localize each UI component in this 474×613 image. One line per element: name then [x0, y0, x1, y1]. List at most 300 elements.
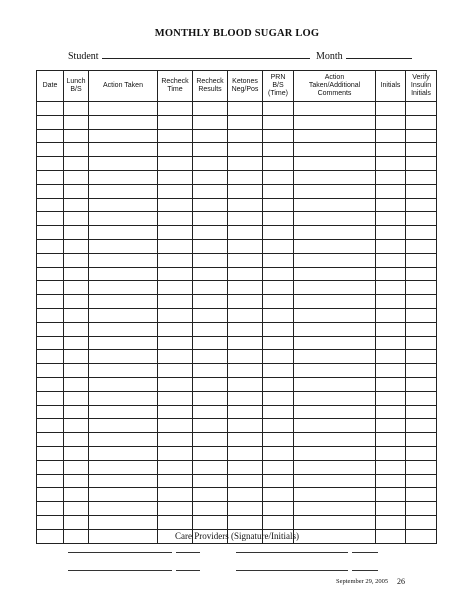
log-cell[interactable]: [294, 474, 376, 488]
log-cell[interactable]: [263, 143, 294, 157]
log-cell[interactable]: [376, 184, 406, 198]
log-cell[interactable]: [89, 212, 158, 226]
log-cell[interactable]: [294, 129, 376, 143]
log-cell[interactable]: [89, 281, 158, 295]
log-cell[interactable]: [193, 198, 228, 212]
log-cell[interactable]: [193, 267, 228, 281]
log-cell[interactable]: [37, 226, 64, 240]
log-cell[interactable]: [376, 502, 406, 516]
log-cell[interactable]: [294, 515, 376, 529]
log-cell[interactable]: [228, 419, 263, 433]
log-cell[interactable]: [406, 212, 437, 226]
log-cell[interactable]: [158, 419, 193, 433]
log-cell[interactable]: [158, 157, 193, 171]
signature-line[interactable]: [236, 552, 348, 553]
log-cell[interactable]: [89, 336, 158, 350]
log-cell[interactable]: [89, 391, 158, 405]
log-cell[interactable]: [64, 157, 89, 171]
log-cell[interactable]: [158, 433, 193, 447]
log-cell[interactable]: [158, 377, 193, 391]
log-cell[interactable]: [263, 502, 294, 516]
log-cell[interactable]: [406, 239, 437, 253]
log-cell[interactable]: [228, 308, 263, 322]
log-cell[interactable]: [158, 488, 193, 502]
initials-line[interactable]: [176, 570, 200, 571]
log-cell[interactable]: [294, 212, 376, 226]
log-cell[interactable]: [158, 239, 193, 253]
log-cell[interactable]: [406, 295, 437, 309]
log-cell[interactable]: [37, 502, 64, 516]
log-cell[interactable]: [37, 295, 64, 309]
log-cell[interactable]: [64, 226, 89, 240]
log-cell[interactable]: [294, 115, 376, 129]
log-cell[interactable]: [37, 474, 64, 488]
log-cell[interactable]: [228, 364, 263, 378]
log-cell[interactable]: [89, 143, 158, 157]
log-cell[interactable]: [193, 308, 228, 322]
log-cell[interactable]: [263, 488, 294, 502]
log-cell[interactable]: [89, 474, 158, 488]
log-cell[interactable]: [263, 446, 294, 460]
log-cell[interactable]: [193, 419, 228, 433]
log-cell[interactable]: [64, 391, 89, 405]
log-cell[interactable]: [158, 198, 193, 212]
log-cell[interactable]: [37, 102, 64, 116]
log-cell[interactable]: [228, 488, 263, 502]
log-cell[interactable]: [37, 322, 64, 336]
log-cell[interactable]: [294, 460, 376, 474]
log-cell[interactable]: [406, 391, 437, 405]
log-cell[interactable]: [64, 364, 89, 378]
log-cell[interactable]: [294, 295, 376, 309]
log-cell[interactable]: [158, 350, 193, 364]
log-cell[interactable]: [263, 364, 294, 378]
log-cell[interactable]: [294, 102, 376, 116]
log-cell[interactable]: [294, 336, 376, 350]
log-cell[interactable]: [406, 267, 437, 281]
log-cell[interactable]: [263, 281, 294, 295]
log-cell[interactable]: [294, 143, 376, 157]
log-cell[interactable]: [294, 419, 376, 433]
log-cell[interactable]: [406, 474, 437, 488]
log-cell[interactable]: [294, 239, 376, 253]
log-cell[interactable]: [263, 474, 294, 488]
log-cell[interactable]: [37, 433, 64, 447]
log-cell[interactable]: [37, 157, 64, 171]
log-cell[interactable]: [37, 364, 64, 378]
log-cell[interactable]: [158, 336, 193, 350]
log-cell[interactable]: [228, 198, 263, 212]
log-cell[interactable]: [228, 502, 263, 516]
log-cell[interactable]: [406, 308, 437, 322]
log-cell[interactable]: [228, 143, 263, 157]
log-cell[interactable]: [158, 102, 193, 116]
log-cell[interactable]: [158, 391, 193, 405]
log-cell[interactable]: [64, 170, 89, 184]
log-cell[interactable]: [37, 170, 64, 184]
log-cell[interactable]: [64, 143, 89, 157]
log-cell[interactable]: [263, 102, 294, 116]
log-cell[interactable]: [64, 322, 89, 336]
log-cell[interactable]: [193, 502, 228, 516]
log-cell[interactable]: [193, 515, 228, 529]
log-cell[interactable]: [158, 474, 193, 488]
log-cell[interactable]: [263, 460, 294, 474]
log-cell[interactable]: [406, 364, 437, 378]
log-cell[interactable]: [294, 184, 376, 198]
log-cell[interactable]: [64, 446, 89, 460]
log-cell[interactable]: [406, 336, 437, 350]
log-cell[interactable]: [263, 515, 294, 529]
log-cell[interactable]: [37, 446, 64, 460]
log-cell[interactable]: [376, 336, 406, 350]
log-cell[interactable]: [376, 350, 406, 364]
log-cell[interactable]: [37, 184, 64, 198]
log-cell[interactable]: [406, 184, 437, 198]
log-cell[interactable]: [228, 391, 263, 405]
log-cell[interactable]: [89, 350, 158, 364]
log-cell[interactable]: [89, 102, 158, 116]
log-cell[interactable]: [89, 488, 158, 502]
log-cell[interactable]: [263, 226, 294, 240]
log-cell[interactable]: [376, 364, 406, 378]
log-cell[interactable]: [89, 115, 158, 129]
signature-line[interactable]: [236, 570, 348, 571]
log-cell[interactable]: [228, 157, 263, 171]
log-cell[interactable]: [376, 115, 406, 129]
log-cell[interactable]: [228, 115, 263, 129]
log-cell[interactable]: [158, 322, 193, 336]
log-cell[interactable]: [64, 460, 89, 474]
log-cell[interactable]: [158, 460, 193, 474]
log-cell[interactable]: [89, 295, 158, 309]
log-cell[interactable]: [37, 488, 64, 502]
log-cell[interactable]: [37, 377, 64, 391]
initials-line[interactable]: [352, 552, 378, 553]
log-cell[interactable]: [37, 212, 64, 226]
log-cell[interactable]: [193, 226, 228, 240]
log-cell[interactable]: [294, 198, 376, 212]
log-cell[interactable]: [158, 143, 193, 157]
log-cell[interactable]: [228, 226, 263, 240]
log-cell[interactable]: [228, 405, 263, 419]
log-cell[interactable]: [228, 239, 263, 253]
log-cell[interactable]: [294, 253, 376, 267]
log-cell[interactable]: [193, 350, 228, 364]
log-cell[interactable]: [294, 364, 376, 378]
log-cell[interactable]: [37, 419, 64, 433]
log-cell[interactable]: [64, 184, 89, 198]
log-cell[interactable]: [64, 212, 89, 226]
log-cell[interactable]: [263, 419, 294, 433]
log-cell[interactable]: [37, 308, 64, 322]
log-cell[interactable]: [37, 405, 64, 419]
log-cell[interactable]: [376, 433, 406, 447]
log-cell[interactable]: [406, 488, 437, 502]
log-cell[interactable]: [406, 502, 437, 516]
log-cell[interactable]: [294, 488, 376, 502]
log-cell[interactable]: [376, 460, 406, 474]
log-cell[interactable]: [228, 377, 263, 391]
log-cell[interactable]: [64, 336, 89, 350]
log-cell[interactable]: [406, 419, 437, 433]
log-cell[interactable]: [263, 184, 294, 198]
log-cell[interactable]: [193, 460, 228, 474]
log-cell[interactable]: [89, 198, 158, 212]
log-cell[interactable]: [228, 460, 263, 474]
log-cell[interactable]: [193, 391, 228, 405]
log-cell[interactable]: [89, 253, 158, 267]
log-cell[interactable]: [376, 212, 406, 226]
log-cell[interactable]: [263, 433, 294, 447]
log-cell[interactable]: [294, 391, 376, 405]
log-cell[interactable]: [263, 170, 294, 184]
log-cell[interactable]: [89, 377, 158, 391]
log-cell[interactable]: [406, 515, 437, 529]
log-cell[interactable]: [294, 226, 376, 240]
log-cell[interactable]: [193, 336, 228, 350]
log-cell[interactable]: [158, 502, 193, 516]
log-cell[interactable]: [406, 170, 437, 184]
log-cell[interactable]: [64, 295, 89, 309]
log-cell[interactable]: [37, 143, 64, 157]
log-cell[interactable]: [158, 115, 193, 129]
log-cell[interactable]: [193, 322, 228, 336]
log-cell[interactable]: [376, 253, 406, 267]
log-cell[interactable]: [263, 391, 294, 405]
log-cell[interactable]: [193, 405, 228, 419]
log-cell[interactable]: [64, 350, 89, 364]
month-blank[interactable]: [346, 49, 412, 59]
log-cell[interactable]: [376, 474, 406, 488]
log-cell[interactable]: [64, 308, 89, 322]
log-cell[interactable]: [263, 336, 294, 350]
log-cell[interactable]: [89, 239, 158, 253]
log-cell[interactable]: [294, 502, 376, 516]
log-cell[interactable]: [89, 405, 158, 419]
log-cell[interactable]: [406, 129, 437, 143]
log-cell[interactable]: [89, 502, 158, 516]
log-cell[interactable]: [64, 474, 89, 488]
log-cell[interactable]: [228, 474, 263, 488]
log-cell[interactable]: [64, 253, 89, 267]
log-cell[interactable]: [294, 267, 376, 281]
log-cell[interactable]: [89, 419, 158, 433]
log-cell[interactable]: [158, 295, 193, 309]
log-cell[interactable]: [158, 226, 193, 240]
log-cell[interactable]: [228, 350, 263, 364]
log-cell[interactable]: [376, 322, 406, 336]
log-cell[interactable]: [193, 129, 228, 143]
signature-line[interactable]: [68, 552, 172, 553]
log-cell[interactable]: [193, 295, 228, 309]
log-cell[interactable]: [263, 350, 294, 364]
log-cell[interactable]: [294, 308, 376, 322]
log-cell[interactable]: [376, 488, 406, 502]
log-cell[interactable]: [37, 391, 64, 405]
log-cell[interactable]: [263, 239, 294, 253]
log-cell[interactable]: [37, 515, 64, 529]
log-cell[interactable]: [37, 239, 64, 253]
log-cell[interactable]: [193, 446, 228, 460]
log-cell[interactable]: [263, 377, 294, 391]
log-cell[interactable]: [263, 308, 294, 322]
log-cell[interactable]: [89, 184, 158, 198]
log-cell[interactable]: [294, 350, 376, 364]
log-cell[interactable]: [37, 198, 64, 212]
log-cell[interactable]: [406, 446, 437, 460]
log-cell[interactable]: [406, 460, 437, 474]
log-cell[interactable]: [37, 336, 64, 350]
log-cell[interactable]: [406, 226, 437, 240]
log-cell[interactable]: [228, 322, 263, 336]
log-cell[interactable]: [376, 198, 406, 212]
log-cell[interactable]: [64, 267, 89, 281]
log-cell[interactable]: [64, 419, 89, 433]
log-cell[interactable]: [193, 488, 228, 502]
log-cell[interactable]: [376, 129, 406, 143]
log-cell[interactable]: [376, 170, 406, 184]
log-cell[interactable]: [89, 446, 158, 460]
log-cell[interactable]: [64, 405, 89, 419]
log-cell[interactable]: [228, 446, 263, 460]
log-cell[interactable]: [89, 170, 158, 184]
log-cell[interactable]: [64, 102, 89, 116]
log-cell[interactable]: [376, 308, 406, 322]
log-cell[interactable]: [376, 102, 406, 116]
log-cell[interactable]: [376, 446, 406, 460]
log-cell[interactable]: [193, 170, 228, 184]
log-cell[interactable]: [89, 364, 158, 378]
log-cell[interactable]: [263, 129, 294, 143]
log-cell[interactable]: [406, 102, 437, 116]
log-cell[interactable]: [406, 281, 437, 295]
log-cell[interactable]: [193, 102, 228, 116]
log-cell[interactable]: [193, 253, 228, 267]
log-cell[interactable]: [376, 515, 406, 529]
log-cell[interactable]: [64, 115, 89, 129]
initials-line[interactable]: [176, 552, 200, 553]
log-cell[interactable]: [64, 198, 89, 212]
log-cell[interactable]: [158, 184, 193, 198]
log-cell[interactable]: [89, 267, 158, 281]
log-cell[interactable]: [228, 170, 263, 184]
log-cell[interactable]: [89, 433, 158, 447]
log-cell[interactable]: [294, 281, 376, 295]
log-cell[interactable]: [406, 115, 437, 129]
student-blank[interactable]: [102, 49, 310, 59]
log-cell[interactable]: [228, 267, 263, 281]
log-cell[interactable]: [37, 115, 64, 129]
log-cell[interactable]: [89, 322, 158, 336]
log-cell[interactable]: [406, 405, 437, 419]
log-cell[interactable]: [193, 184, 228, 198]
log-cell[interactable]: [64, 239, 89, 253]
log-cell[interactable]: [64, 377, 89, 391]
log-cell[interactable]: [228, 295, 263, 309]
log-cell[interactable]: [158, 446, 193, 460]
log-cell[interactable]: [376, 295, 406, 309]
log-cell[interactable]: [89, 226, 158, 240]
log-cell[interactable]: [64, 281, 89, 295]
log-cell[interactable]: [37, 253, 64, 267]
log-cell[interactable]: [406, 253, 437, 267]
log-cell[interactable]: [263, 322, 294, 336]
log-cell[interactable]: [228, 253, 263, 267]
log-cell[interactable]: [193, 377, 228, 391]
log-cell[interactable]: [89, 157, 158, 171]
log-cell[interactable]: [89, 129, 158, 143]
log-cell[interactable]: [228, 281, 263, 295]
log-cell[interactable]: [406, 433, 437, 447]
log-cell[interactable]: [158, 253, 193, 267]
log-cell[interactable]: [228, 129, 263, 143]
log-cell[interactable]: [64, 488, 89, 502]
log-cell[interactable]: [193, 474, 228, 488]
initials-line[interactable]: [352, 570, 378, 571]
log-cell[interactable]: [158, 212, 193, 226]
log-cell[interactable]: [158, 405, 193, 419]
log-cell[interactable]: [158, 364, 193, 378]
log-cell[interactable]: [37, 129, 64, 143]
log-cell[interactable]: [193, 157, 228, 171]
log-cell[interactable]: [89, 308, 158, 322]
log-cell[interactable]: [376, 143, 406, 157]
log-cell[interactable]: [294, 170, 376, 184]
log-cell[interactable]: [294, 405, 376, 419]
log-cell[interactable]: [263, 115, 294, 129]
log-cell[interactable]: [294, 157, 376, 171]
log-cell[interactable]: [406, 143, 437, 157]
log-cell[interactable]: [263, 157, 294, 171]
log-cell[interactable]: [376, 405, 406, 419]
log-cell[interactable]: [193, 143, 228, 157]
log-cell[interactable]: [89, 460, 158, 474]
log-cell[interactable]: [406, 157, 437, 171]
log-cell[interactable]: [37, 350, 64, 364]
log-cell[interactable]: [406, 198, 437, 212]
log-cell[interactable]: [64, 129, 89, 143]
log-cell[interactable]: [263, 267, 294, 281]
log-cell[interactable]: [37, 267, 64, 281]
log-cell[interactable]: [294, 322, 376, 336]
log-cell[interactable]: [376, 267, 406, 281]
log-cell[interactable]: [158, 129, 193, 143]
log-cell[interactable]: [158, 170, 193, 184]
log-cell[interactable]: [376, 391, 406, 405]
log-cell[interactable]: [263, 198, 294, 212]
log-cell[interactable]: [193, 433, 228, 447]
log-cell[interactable]: [158, 308, 193, 322]
log-cell[interactable]: [406, 322, 437, 336]
log-cell[interactable]: [406, 377, 437, 391]
log-cell[interactable]: [294, 446, 376, 460]
log-cell[interactable]: [228, 336, 263, 350]
log-cell[interactable]: [158, 515, 193, 529]
log-cell[interactable]: [193, 212, 228, 226]
log-cell[interactable]: [64, 433, 89, 447]
log-cell[interactable]: [294, 433, 376, 447]
signature-line[interactable]: [68, 570, 172, 571]
log-cell[interactable]: [263, 295, 294, 309]
log-cell[interactable]: [228, 515, 263, 529]
log-cell[interactable]: [376, 226, 406, 240]
log-cell[interactable]: [158, 267, 193, 281]
log-cell[interactable]: [376, 157, 406, 171]
log-cell[interactable]: [228, 433, 263, 447]
log-cell[interactable]: [406, 350, 437, 364]
log-cell[interactable]: [376, 377, 406, 391]
